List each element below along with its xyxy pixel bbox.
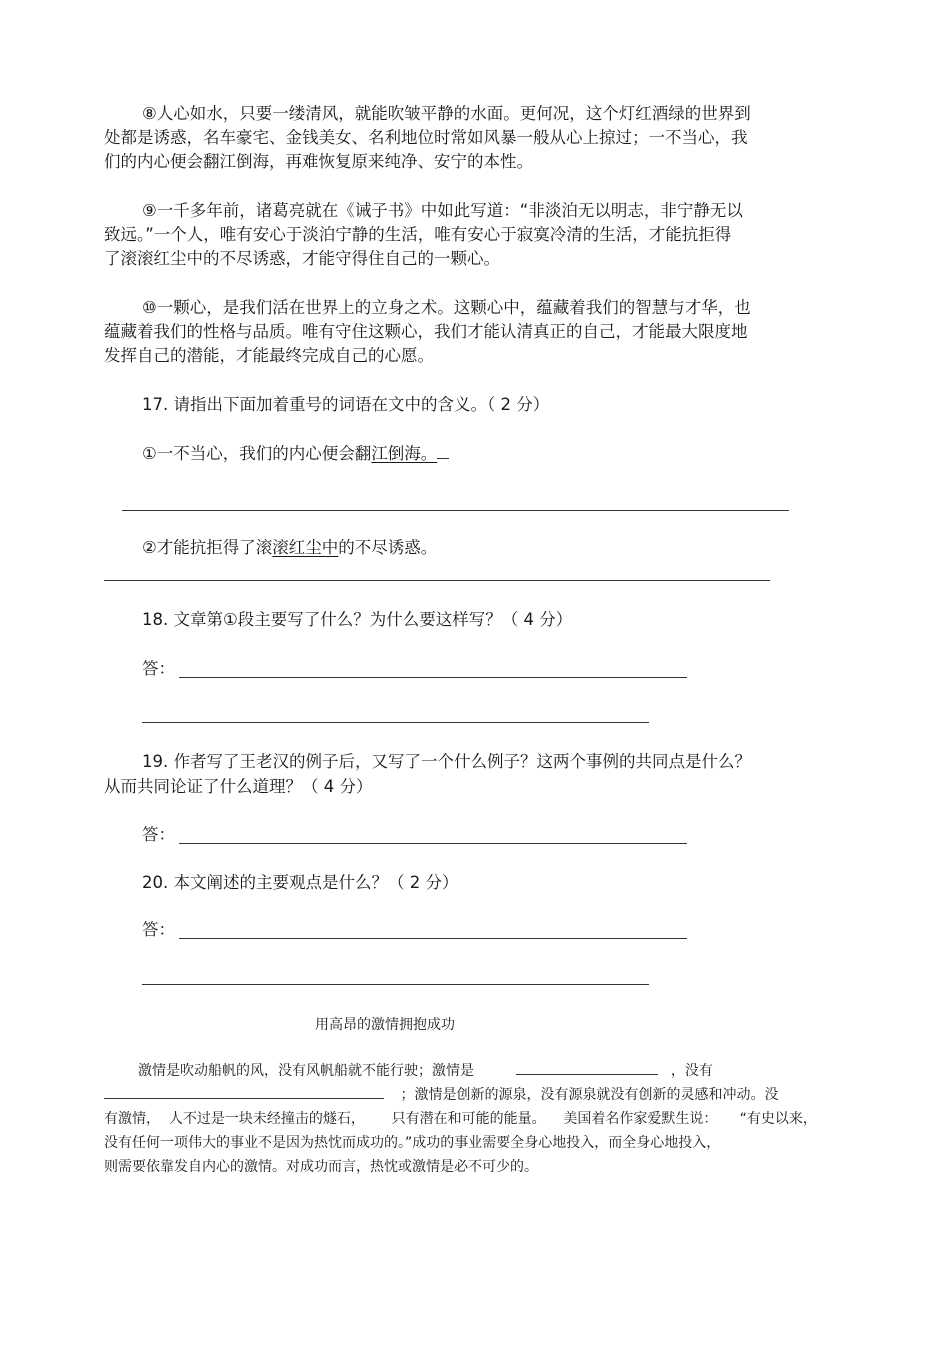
answer-label: 答：	[142, 659, 175, 678]
answer-line[interactable]	[142, 984, 649, 985]
essay-text: ，没有	[670, 1063, 713, 1079]
answer-line[interactable]	[104, 580, 770, 581]
essay-line-3: 有激情， 人不过是一块未经撞击的燧石， 只有潜在和可能的能量。 美国着名作家爱默生说： “有史以来，	[104, 1111, 817, 1127]
text-line: 了滚滚红尘中的不尽诱惑，才能守得住自己的一颗心。	[104, 249, 500, 268]
answer-label: 答：	[142, 920, 175, 939]
underline-tail	[437, 444, 449, 459]
text-line: ⑧人心如水，只要一缕清风，就能吹皱平静的水面。更何况，这个灯红酒绿的世界到	[142, 104, 751, 123]
item-text: 的不尽诱惑。	[338, 538, 438, 557]
answer-label: 答：	[142, 825, 175, 844]
question-18-prompt: 18. 文章第①段主要写了什么？为什么要这样写？（ 4 分）	[142, 610, 573, 629]
question-20-prompt: 20. 本文阐述的主要观点是什么？（ 2 分）	[142, 873, 459, 892]
text-line: 蕴藏着我们的性格与品质。唯有守住这颗心，我们才能认清真正的自己，才能最大限度地	[104, 322, 748, 341]
fill-blank[interactable]	[104, 1084, 384, 1099]
item-text: ②才能抗拒得了滚	[142, 538, 273, 557]
essay-line-2	[104, 1083, 778, 1107]
essay-text: ；激情是创新的源泉，没有源泉就没有创新的灵感和冲动。没	[400, 1087, 779, 1103]
paragraph-9	[104, 199, 804, 271]
text-line: 致远。”一个人，唯有安心于淡泊宁静的生活，唯有安心于寂寞冷清的生活，才能抗拒得	[104, 225, 732, 244]
item-text: ①一不当心，我们的内心便会翻	[142, 444, 372, 463]
question-17-item-2	[142, 536, 437, 560]
answer-line[interactable]	[179, 938, 687, 939]
essay-text: 激情是吹动船帆的风，没有风帆船就不能行驶；激情是	[138, 1063, 474, 1079]
question-17-item-1	[142, 442, 449, 466]
paragraph-8	[104, 102, 804, 174]
underlined-phrase: 滚红尘中	[272, 538, 339, 557]
question-19-prompt: 19. 作者写了王老汉的例子后，又写了一个什么例子？这两个事例的共同点是什么？	[142, 752, 751, 771]
essay-line-5: 则需要依靠发自内心的激情。对成功而言，热忱或激情是必不可少的。	[104, 1159, 538, 1175]
question-17-prompt: 17. 请指出下面加着重号的词语在文中的含义。（ 2 分）	[142, 395, 550, 414]
answer-line[interactable]	[179, 677, 687, 678]
fill-blank[interactable]	[516, 1060, 658, 1075]
text-line: 们的内心便会翻江倒海，再难恢复原来纯净、安宁的本性。	[104, 152, 533, 171]
paragraph-10	[104, 296, 804, 368]
essay-title: 用高昂的激情拥抱成功	[315, 1017, 455, 1033]
answer-line[interactable]	[179, 843, 687, 844]
text-line: 处都是诱惑，名车豪宅、金钱美女、名利地位时常如风暴一般从心上掠过；一不当心，我	[104, 128, 748, 147]
text-line: 发挥自己的潜能，才能最终完成自己的心愿。	[104, 346, 434, 365]
answer-line[interactable]	[122, 510, 789, 511]
question-19-prompt-cont: 从而共同论证了什么道理？（ 4 分）	[104, 777, 373, 796]
text-line: ⑨一千多年前，诸葛亮就在《诫子书》中如此写道：“非淡泊无以明志，非宁静无以	[142, 201, 743, 220]
text-line: ⑩一颗心，是我们活在世界上的立身之术。这颗心中，蕴藏着我们的智慧与才华，也	[142, 298, 751, 317]
essay-line-4: 没有任何一项伟大的事业不是因为热忱而成功的。”成功的事业需要全身心地投入，而全身心地投入，	[104, 1135, 721, 1151]
underlined-phrase: 江倒海。	[371, 444, 438, 463]
essay-line-1	[138, 1059, 713, 1083]
answer-line[interactable]	[142, 722, 649, 723]
